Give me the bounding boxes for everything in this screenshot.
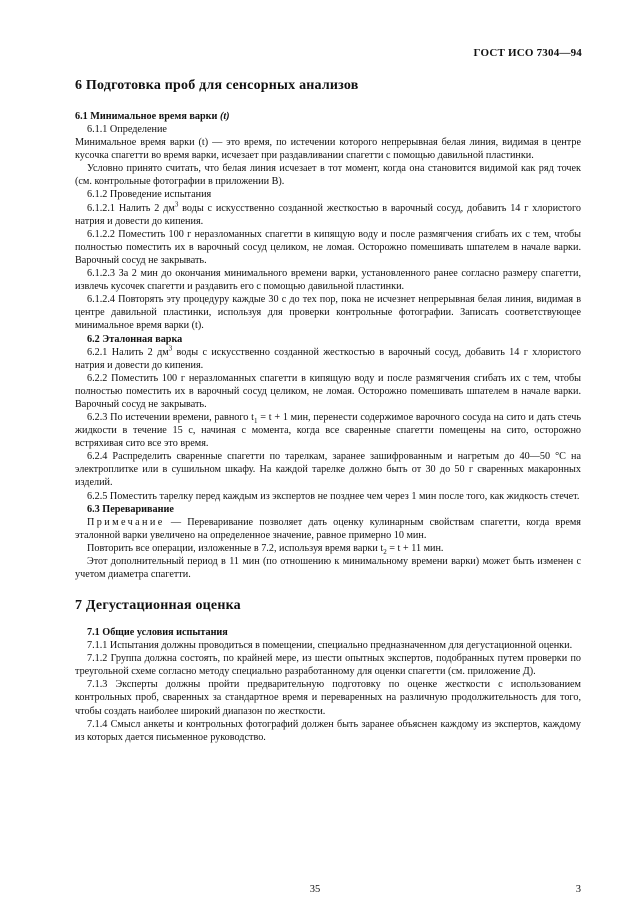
clause-6-1-2-1 [75,202,581,228]
clause-6-2-1-b: воды с искусственно созданной жесткостью в варочный сосуд, добавить 14 г хлористого натрия и довести до кипения. [75,346,581,371]
clause-6-2-5: 6.2.5 Поместить тарелку перед каждым из экспертов не позднее чем через 1 мин после того, как жидкость стечет. [87,490,580,502]
clause-6-2-3-b: = t + 1 мин, перенести содержимое варочного сосуда на сито и дать стечь жидкости в течение 15 с, начиная с момента, когда все сваренные спагетти помещены на сито, осторожно встряхивая сито все это время. [75,411,581,450]
subsection-6-1-title [75,110,581,123]
section-6-title: 6 Подготовка проб для сенсорных анализов [75,78,359,93]
subsection-6-2-title: 6.2 Эталонная варка [87,333,183,345]
clause-6-2-3-sub: 1 [253,417,258,425]
clause-6-2-3 [75,411,581,450]
page-number-center: 35 [309,884,321,895]
clause-6-1-2-4: 6.1.2.4 Повторять эту процедуру каждые 30 с до тех пор, пока не исчезнет непрерывная белая линия, видимая в центре давильной пластинки, используя для проверки контрольные фотографии. Записать соответствующее минимальное время варки (t). [75,294,581,332]
clause-6-1-2-1-sup: 3 [174,200,179,209]
clause-6-3-p2-b: = t + 11 мин. [386,542,444,554]
note-6-3 [75,516,581,542]
document-header: ГОСТ ИСО 7304—94 [473,47,582,59]
clause-6-3-p2-a: Повторить все операции, изложенные в 7.2, используя время варки t [87,542,384,554]
subsection-6-1-label: 6.1 Минимальное время варки [75,111,218,122]
section-7-title: 7 Дегустационная оценка [75,598,241,614]
subsection-6-3-title: 6.3 Переваривание [87,503,174,515]
clause-6-1-2: 6.1.2 Проведение испытания [87,189,212,201]
clause-7-1-3: 7.1.3 Эксперты должны пройти предварительную подготовку по оценке жесткости с использованием контрольных проб, сваренных за стандартное время и переваренных на различную продолжительность для того, чтобы создать наиболее широкий диапазон по жесткости. [75,679,581,717]
clause-6-3-p2 [75,542,581,555]
clause-6-1-1-text: Минимальное время варки (t) — это время, по истечении которого непрерывная белая линия, видимая в центре кусочка спагетти во время варки, исчезает при раздавливании спагетти с помощью давильной пластинки. [75,137,581,162]
clause-7-1-2: 7.1.2 Группа должна состоять, по крайней мере, из шести опытных экспертов, подобранных путем проверки по треугольной схеме согласно методу специально разработанному для оценки спагетти (см. приложение Д). [75,653,581,678]
document-body [75,78,581,744]
clause-6-1-2-1-a: 6.1.2.1 Налить 2 дм [87,202,175,214]
subsection-6-1-var: (t) [219,111,230,122]
clause-6-3-p3: Этот дополнительный период в 11 мин (по отношению к минимальному времени варки) может быть изменен с учетом диаметра спагетти. [75,555,581,580]
clause-6-2-2: 6.2.2 Поместить 100 г неразломанных спагетти в кипящую воду и после размягчения сгибать их с тем, чтобы полностью поместить их в варочный сосуд целиком, не ломая. Осторожно помешивать шпателем в начале варки. Варочный сосуд не закрывать. [75,372,581,410]
clause-6-2-4: 6.2.4 Распределить сваренные спагетти по тарелкам, заранее зашифрованным и нагретым до 40—50 °С на электроплитке или в сушильном шкафу. На каждой тарелке должно быть от 30 до 50 г сваренных макаронных изделий. [75,451,581,489]
clause-6-1-2-1-b: воды с искусственно созданной жесткостью в варочный сосуд, добавить 14 г хлористого натрия и довести до кипения. [75,202,581,227]
clause-6-2-1-sup: 3 [168,344,173,353]
clause-6-3-p2-sub: 2 [383,547,387,556]
note-text: — Переваривание позволяет дать оценку кулинарным свойствам спагетти, когда время эталонной варки увеличено на определенное значение, равное примерно 10 мин. [75,516,581,541]
clause-7-1-1: 7.1.1 Испытания должны проводиться в помещении, специально предназначенном для дегустационной оценки. [87,640,573,652]
clause-6-2-1-a: 6.2.1 Налить 2 дм [87,346,169,358]
note-label: Примечание [87,516,165,528]
clause-6-1-1: 6.1.1 Определение [87,124,167,135]
clause-6-2-1 [75,346,581,372]
page-number-right: 3 [575,884,581,895]
subsection-7-1-title: 7.1 Общие условия испытания [87,627,228,639]
clause-6-2-3-a: 6.2.3 По истечении времени, равного t [87,411,254,423]
clause-6-1-2-2: 6.1.2.2 Поместить 100 г неразломанных спагетти в кипящую воду и после размягчения сгибать их с тем, чтобы полностью поместить их в варочный сосуд целиком, не ломая. Осторожно помешивать шпателем в начале варки. Варочный сосуд не закрывать. [75,228,581,266]
clause-7-1-4: 7.1.4 Смысл анкеты и контрольных фотографий должен быть заранее объяснен каждому из экспертов, каждому из которых дается письменное руководство. [75,718,581,743]
clause-6-1-1-text2: Условно принято считать, что белая линия исчезает в тот момент, когда она становится видимой как ряд точек (см. контрольные фотографии в приложении В). [75,163,581,188]
clause-6-1-2-3: 6.1.2.3 За 2 мин до окончания минимального времени варки, установленного ранее согласно размеру спагетти, извлечь кусочек спагетти и раздавить его с помощью давильной пластинки. [75,268,581,293]
